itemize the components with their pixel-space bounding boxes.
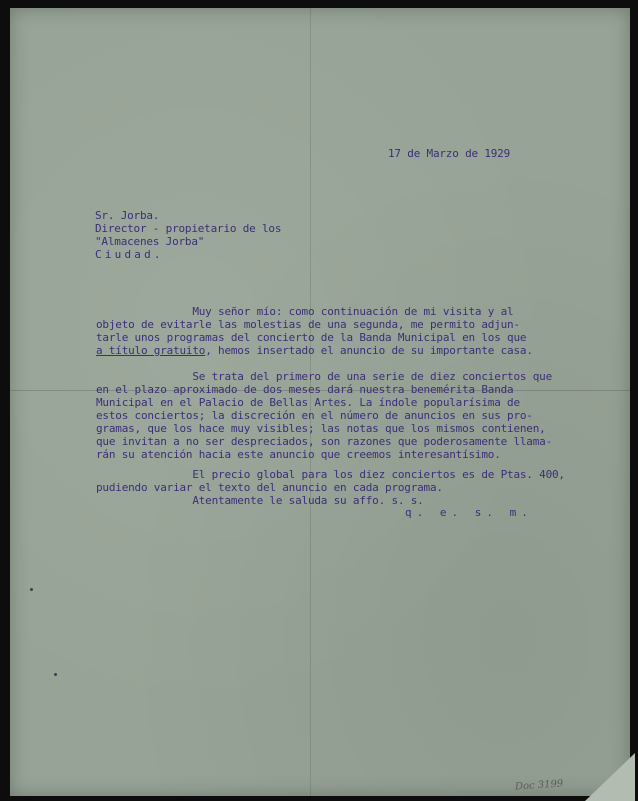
paragraph1-line2: objeto de evitarle las molestias de una segunda, me permito adjun- xyxy=(96,318,520,331)
paragraph2-line7: rán su atención hacia este anuncio que creemos interesantísimo. xyxy=(96,448,501,461)
paragraph3-line1: El precio global para los diez conciertos es de Ptas. 400, xyxy=(96,468,565,481)
paragraph1-line4-rest: , hemos insertado el anuncio de su importante casa. xyxy=(205,344,533,357)
paragraph2-line5: gramas, que los hace muy visibles; las notas que los mismos contienen, xyxy=(96,422,546,435)
underlined-phrase: a título gratuito xyxy=(96,344,206,357)
paragraph1-line4 xyxy=(96,344,626,357)
paragraph2-line4: estos conciertos; la discreción en el número de anuncios en sus pro- xyxy=(96,409,533,422)
paragraph2-line3: Municipal en el Palacio de Bellas Artes. La índole popularísima de xyxy=(96,396,520,409)
paragraph3-line2: pudiendo variar el texto del anuncio en cada programa. xyxy=(96,481,443,494)
paragraph2-line6: que invitan a no ser despreciados, son razones que poderosamente llama- xyxy=(96,435,553,448)
paragraph1-line3: tarle unos programas del concierto de la Banda Municipal en los que xyxy=(96,331,527,344)
recipient-city: Ciudad. xyxy=(95,248,164,261)
paragraph2-line2: en el plazo aproximado de dos meses dará nuestra benemérita Banda xyxy=(96,383,514,396)
archive-number: Doc 3199 xyxy=(514,778,564,793)
paper-speck xyxy=(54,673,57,676)
paper-speck xyxy=(30,588,33,591)
recipient-title: Director - propietario de los xyxy=(95,222,282,235)
closing-line: Atentamente le saluda su affo. s. s. xyxy=(96,494,424,507)
paragraph1-line1: Muy señor mío: como continuación de mi visita y al xyxy=(96,305,514,318)
letter-sheet xyxy=(10,8,630,796)
recipient-company: "Almacenes Jorba" xyxy=(95,235,205,248)
signature-initials: q. e. s. m. xyxy=(405,506,533,519)
recipient-name: Sr. Jorba. xyxy=(95,209,160,222)
paragraph2-line1: Se trata del primero de una serie de diez conciertos que xyxy=(96,370,553,383)
letter-date: 17 de Marzo de 1929 xyxy=(388,147,511,160)
torn-corner xyxy=(585,753,635,801)
